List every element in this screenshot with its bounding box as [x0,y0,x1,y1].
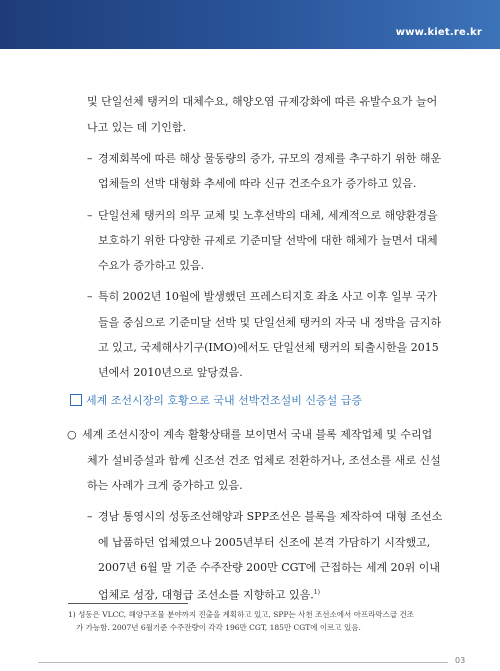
header-bar [0,0,500,49]
bullet4-line-1: 경남 통영시의 성동조선해양과 SPP조선은 블록을 제작하여 대형 조선소 [98,510,443,523]
page-number: 03 [455,656,466,665]
bottom-divider [38,662,448,663]
footnote-ref[interactable]: 1) [313,589,320,596]
bullet4-line-4-text: 업체로 성장, 대형급 조선소를 지향하고 있음. [98,588,314,602]
bullet3-line-1: 특히 2002년 10월에 발생했던 프레스티지호 좌초 사고 이후 일부 국가 [98,290,438,303]
dash-marker: – [87,510,93,523]
para2-line-2: 체가 설비증설과 함께 신조선 건조 업체로 전환하거나, 조선소를 새로 신설 [87,454,441,467]
dash-marker: – [87,152,93,165]
checkbox-square-icon [70,394,82,406]
bullet4-line-3: 2007년 6월 말 기준 수주잔량 200만 CGT에 근접하는 세계 20위 이내 [98,561,441,574]
para2-line-3: 하는 사례가 크게 증가하고 있음. [87,479,243,492]
bullet3-line-3: 고 있고, 국제해사기구(IMO)에서도 단일선체 탱커의 퇴출시한을 2015 [98,341,439,354]
footnote-line-2: 가 가능함. 2007년 6월기준 수주잔량이 각각 196만 CGT, 185만 CGT에 이르고 있음. [76,623,361,632]
para1-line-1: 및 단일선체 탱커의 대체수요, 해양오염 규제강화에 따른 유발수요가 늘어 [87,95,438,108]
bullet4-line-2: 에 납품하던 업체였으나 2005년부터 신조에 본격 가담하기 시작했고, [98,536,431,549]
bullet3-line-2: 들을 중심으로 기준미달 선박 및 단일선체 탱커의 자국 내 정박을 금지하 [98,316,442,329]
para1-line-2: 나고 있는 데 기인함. [87,121,186,134]
bullet4-line-4 [98,586,320,603]
bullet2-line-3: 수요가 증가하고 있음. [98,259,205,272]
footnote-line-1: 1) 성동은 VLCC, 해양구조물 분야까지 진출을 계획하고 있고, SPP는 사천 조선소에서 아프라막스급 건조 [68,610,414,619]
section-heading [70,392,362,408]
bullet2-line-2: 보호하기 위한 다양한 규제로 기준미달 선박에 대한 해체가 늘면서 대체 [98,234,438,247]
bullet1-line-1: 경제회복에 따른 해상 물동량의 증가, 규모의 경제를 추구하기 위한 해운 [98,152,442,165]
section-title: 세계 조선시장의 호황으로 국내 선박건조설비 신증설 급증 [86,394,363,407]
bullet3-line-4: 년에서 2010년으로 앞당겼음. [98,366,243,379]
site-url[interactable]: www.kiet.re.kr [395,27,482,38]
circle-bullet-icon: ○ [67,428,77,441]
dash-marker: – [87,209,93,222]
bullet1-line-2: 업체들의 선박 대형화 추세에 따라 신규 건조수요가 증가하고 있음. [98,177,417,190]
bullet2-line-1: 단일선체 탱커의 의무 교체 및 노후선박의 대체, 세계적으로 해양환경을 [98,209,438,222]
para2-line-1: 세계 조선시장이 계속 활황상태를 보이면서 국내 블록 제작업체 및 수리업 [82,428,433,441]
footnote-divider [68,603,188,604]
dash-marker: – [87,290,93,303]
